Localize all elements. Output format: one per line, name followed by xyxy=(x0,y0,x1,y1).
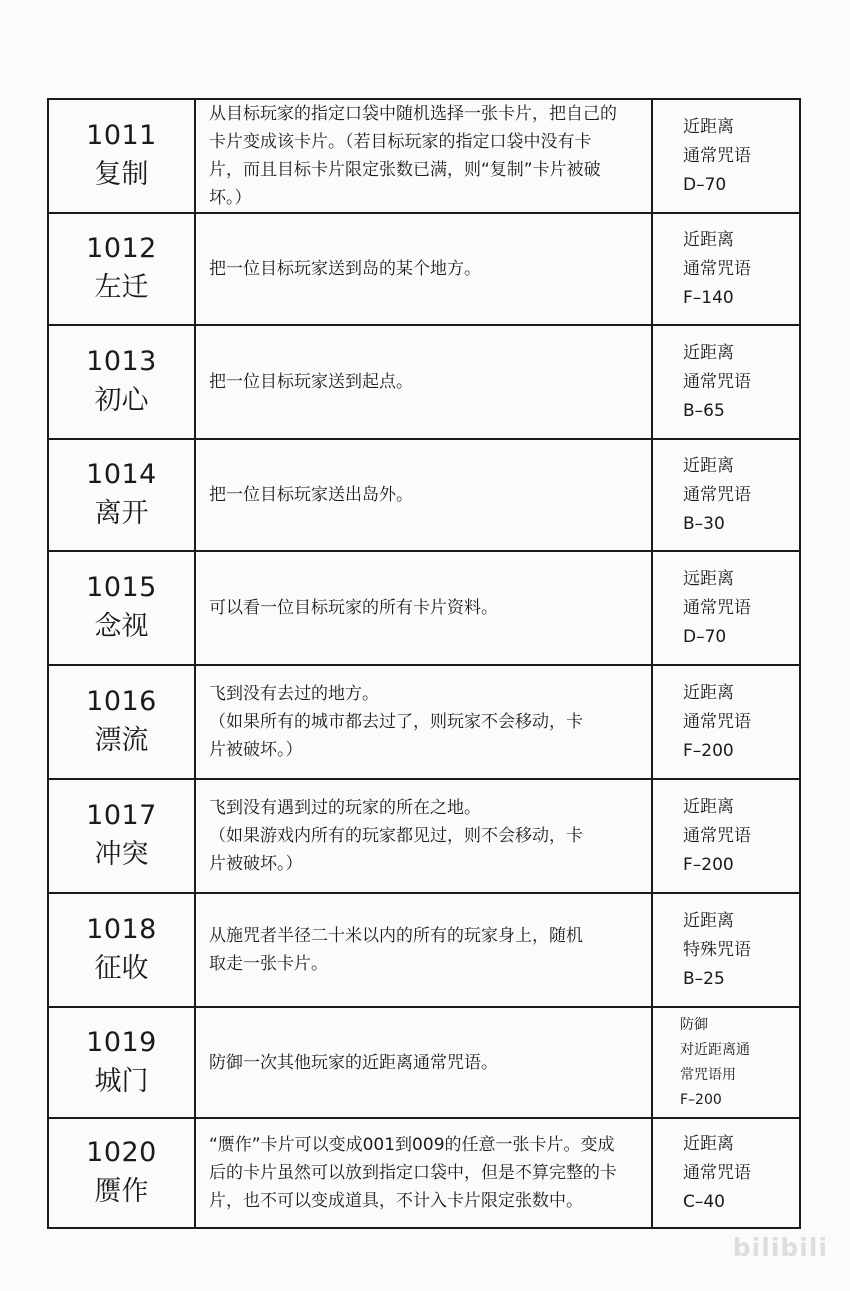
card-number: 1019 xyxy=(86,1026,157,1058)
table-row xyxy=(48,551,800,665)
card-name: 离开 xyxy=(94,498,149,529)
card-id-cell xyxy=(48,1007,195,1118)
table-row xyxy=(48,213,800,325)
card-description-cell xyxy=(195,665,652,779)
card-name: 左迁 xyxy=(94,272,149,303)
card-id-cell xyxy=(48,1118,195,1228)
bilibili-watermark: bilibili xyxy=(732,1233,828,1262)
table-row xyxy=(48,893,800,1007)
card-description: 可以看一位目标玩家的所有卡片资料。 xyxy=(209,598,498,618)
card-id-cell xyxy=(48,551,195,665)
card-number: 1013 xyxy=(86,346,157,377)
card-range: 近距离 xyxy=(683,116,734,137)
card-description-cell xyxy=(195,1007,652,1118)
card-category: 通常咒语 xyxy=(683,258,751,279)
card-type-cell xyxy=(652,1007,800,1118)
card-id-cell xyxy=(48,439,195,551)
card-type-cell xyxy=(652,779,800,893)
card-code: C–40 xyxy=(683,1191,726,1212)
card-category: 通常咒语 xyxy=(683,597,751,618)
card-code: F–200 xyxy=(683,854,734,875)
card-description: 把一位目标玩家送到起点。 xyxy=(209,372,413,392)
card-number: 1020 xyxy=(86,1137,157,1168)
table-row xyxy=(48,325,800,439)
card-id-cell xyxy=(48,99,195,213)
card-description-cell xyxy=(195,779,652,893)
table-row xyxy=(48,665,800,779)
card-id-cell xyxy=(48,893,195,1007)
card-description: “赝作”卡片可以变成001到009的任意一张卡片。变成 后的卡片虽然可以放到指定口袋中，但是不算完整的卡 片，也不可以变成道具，不计入卡片限定张数中。 xyxy=(209,1135,617,1211)
card-number: 1014 xyxy=(86,459,157,490)
card-category: 通常咒语 xyxy=(683,1162,751,1183)
card-id-cell xyxy=(48,325,195,439)
card-name: 念视 xyxy=(94,611,149,642)
card-range: 近距离 xyxy=(683,455,734,476)
card-code: B–65 xyxy=(683,400,725,421)
card-type-cell xyxy=(652,893,800,1007)
card-name: 城门 xyxy=(94,1065,149,1097)
card-type-cell xyxy=(652,99,800,213)
card-number: 1018 xyxy=(86,914,157,945)
card-category: 特殊咒语 xyxy=(683,939,751,960)
card-range: 远距离 xyxy=(683,568,734,589)
card-category: 常咒语用 xyxy=(680,1066,736,1083)
card-code: F–200 xyxy=(683,740,734,761)
card-description-cell xyxy=(195,1118,652,1228)
card-description-cell xyxy=(195,325,652,439)
card-description: 飞到没有去过的地方。 （如果所有的城市都去过了，则玩家不会移动，卡 片被破坏。） xyxy=(209,684,583,760)
card-range: 近距离 xyxy=(683,229,734,250)
table-row xyxy=(48,779,800,893)
card-type-cell xyxy=(652,439,800,551)
card-name: 征收 xyxy=(94,953,149,984)
card-description: 从目标玩家的指定口袋中随机选择一张卡片，把自己的 卡片变成该卡片。（若目标玩家的指定口袋中没有卡 片，而且目标卡片限定张数已满，则“复制”卡片被破 坏。） xyxy=(209,104,617,208)
card-range: 近距离 xyxy=(683,342,734,363)
card-type-cell xyxy=(652,213,800,325)
card-range: 近距离 xyxy=(683,910,734,931)
card-description-cell xyxy=(195,439,652,551)
card-description: 飞到没有遇到过的玩家的所在之地。 （如果游戏内所有的玩家都见过，则不会移动，卡 片被破坏。） xyxy=(209,798,583,874)
card-id-cell xyxy=(48,213,195,325)
card-category: 通常咒语 xyxy=(683,145,751,166)
card-description: 把一位目标玩家送出岛外。 xyxy=(209,485,413,505)
card-number: 1016 xyxy=(86,686,157,717)
card-table xyxy=(47,98,801,1229)
card-category: 通常咒语 xyxy=(683,371,751,392)
card-description-cell xyxy=(195,551,652,665)
card-code: D–70 xyxy=(683,626,727,647)
card-range: 近距离 xyxy=(683,1133,734,1154)
card-code: B–25 xyxy=(683,968,725,989)
card-name: 漂流 xyxy=(94,725,149,756)
card-code: B–30 xyxy=(683,513,725,534)
card-number: 1012 xyxy=(86,233,157,264)
card-description-cell xyxy=(195,893,652,1007)
table-row xyxy=(48,1118,800,1228)
card-id-cell xyxy=(48,779,195,893)
card-description: 防御一次其他玩家的近距离通常咒语。 xyxy=(209,1052,498,1073)
card-range: 近距离 xyxy=(683,682,734,703)
card-description: 从施咒者半径二十米以内的所有的玩家身上，随机 取走一张卡片。 xyxy=(209,926,583,974)
card-name: 复制 xyxy=(94,159,149,190)
card-category: 通常咒语 xyxy=(683,825,751,846)
card-type-cell xyxy=(652,1118,800,1228)
card-name: 初心 xyxy=(94,385,149,416)
card-name: 冲突 xyxy=(94,839,149,870)
card-number: 1011 xyxy=(86,120,157,151)
card-number: 1017 xyxy=(86,800,157,831)
card-code: D–70 xyxy=(683,174,727,195)
card-code: F–140 xyxy=(683,287,734,308)
card-description-cell xyxy=(195,99,652,213)
card-name: 赝作 xyxy=(94,1176,149,1207)
card-id-cell xyxy=(48,665,195,779)
card-type-cell xyxy=(652,325,800,439)
table-row xyxy=(48,1007,800,1118)
card-type-cell xyxy=(652,665,800,779)
card-range: 近距离 xyxy=(683,796,734,817)
card-category: 对近距离通 xyxy=(680,1041,750,1058)
card-description: 把一位目标玩家送到岛的某个地方。 xyxy=(209,259,481,279)
table-row xyxy=(48,439,800,551)
card-type-cell xyxy=(652,551,800,665)
card-range: 防御 xyxy=(680,1016,708,1033)
card-category: 通常咒语 xyxy=(683,484,751,505)
table-row xyxy=(48,99,800,213)
card-number: 1015 xyxy=(86,572,157,603)
card-code: F–200 xyxy=(680,1091,722,1108)
card-description-cell xyxy=(195,213,652,325)
card-category: 通常咒语 xyxy=(683,711,751,732)
